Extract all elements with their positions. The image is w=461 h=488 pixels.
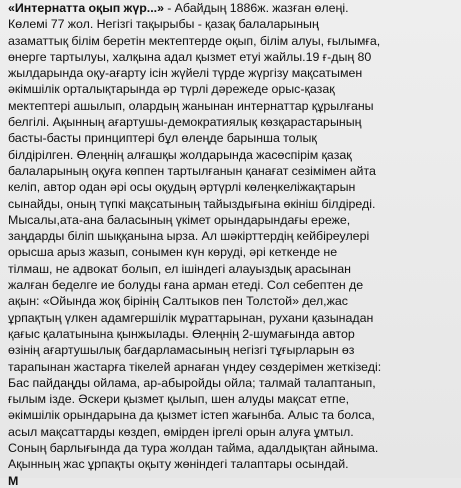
text-line: жалған беделге ие болуды ғана арман етеді. Сол себептен де xyxy=(8,278,364,293)
text-line: белгілі. Ақынның ағартушы-демократиялық көзқарастарының xyxy=(8,115,362,130)
text-line: асыл мақсаттарды көздеп, өмірден іргелі орын алуға ұмтыл. xyxy=(8,424,354,439)
text-line: ақын: «Ойында жоқ бірінің Салтыков пен Толстой» дел,жас xyxy=(8,294,348,309)
text-line: Ақынның жас ұрпақты оқыту жөніндегі талаптары осындай. xyxy=(8,457,349,472)
poem-title: «Интернатта оқып жүр...» xyxy=(8,1,164,15)
text-line: Соның барлығында да тура жолдан тайма, адалдықтан айныма. xyxy=(8,441,379,456)
text-line: Көлемі 77 жол. Негізгі тақырыбы - қазақ балаларының xyxy=(8,17,319,32)
text-line: ұрпақтың үлкен адамгершілік мұраттарынан, рухани қазынадан xyxy=(8,310,374,325)
text-line: мектептері ашылып, олардың жанынан интернаттар құрылғаны xyxy=(8,98,374,113)
text-line: әкімшілік орындарына да қызмет істеп жағынба. Алыс та болса, xyxy=(8,408,375,423)
text-line: ғылым ізде. Әскери қызмет қылып, шен алуды мақсат етпе, xyxy=(8,392,350,407)
text-line: заңдарды біліп шыққанына ырза. Ал шәкірттердің кейбіреулері xyxy=(8,229,370,244)
text-line: орысша арыз жазып, сонымен күн көруді, әрі кеткенде не xyxy=(8,245,338,260)
text-line: өнерге тартылуы, халқына адал қызмет етуі жайлы.19 ғ-дың 80 xyxy=(8,49,372,64)
text-line: келіп, автор одан әрі осы оқудың әртүрлі көлеңкеліжақтарын xyxy=(8,180,356,195)
text-line: Бас пайдаңды ойлама, ар-абыройды ойла; талмай талаптанып, xyxy=(8,375,376,390)
title-continuation: - Абайдың 1886ж. жазған өлеңі. xyxy=(164,1,349,15)
cut-off-line: M xyxy=(8,474,19,488)
text-line: сынайды, оның түпкі мақсатының тайыздығына өкініш білдіреді. xyxy=(8,196,376,211)
text-line: тарапынан жастарға тікелей арнаған үндеу сөздерімен жеткізеді: xyxy=(8,359,382,374)
text-line: тілмаш, не адвокат болып, ел ішіндегі алауыздық арасынан xyxy=(8,261,352,276)
text-line: әкімшілік орталықтарында әр түрлі дәрежеде орыс-қазақ xyxy=(8,82,335,97)
text-line: азаматтық білім беретін мектептерде оқып, білім алуы, ғылымға, xyxy=(8,33,381,48)
text-line: Мысалы,ата-ана баласының үкімет орындарындағы ереже, xyxy=(8,212,351,227)
text-line: балаларының оқуға көппен тартылғанын қанағат сезімімен айта xyxy=(8,163,376,178)
text-line: өзінің ағартушылық бағдарламасының негізгі тұғырларын өз xyxy=(8,343,355,358)
text-line: басты-басты принциптері бұл өлеңде барынша толық xyxy=(8,131,317,146)
text-line xyxy=(8,0,457,16)
text-line: білдірілген. Өлеңнің алғашқы жолдарында жасөспірім қазақ xyxy=(8,147,352,162)
text-line: қағыс қалатынына қынжылады. Өлеңнің 2-шумағында автор xyxy=(8,326,355,341)
text-line: жылдарында оқу-ағарту ісін жүйелі түрде жүргізу мақсатымен xyxy=(8,66,363,81)
